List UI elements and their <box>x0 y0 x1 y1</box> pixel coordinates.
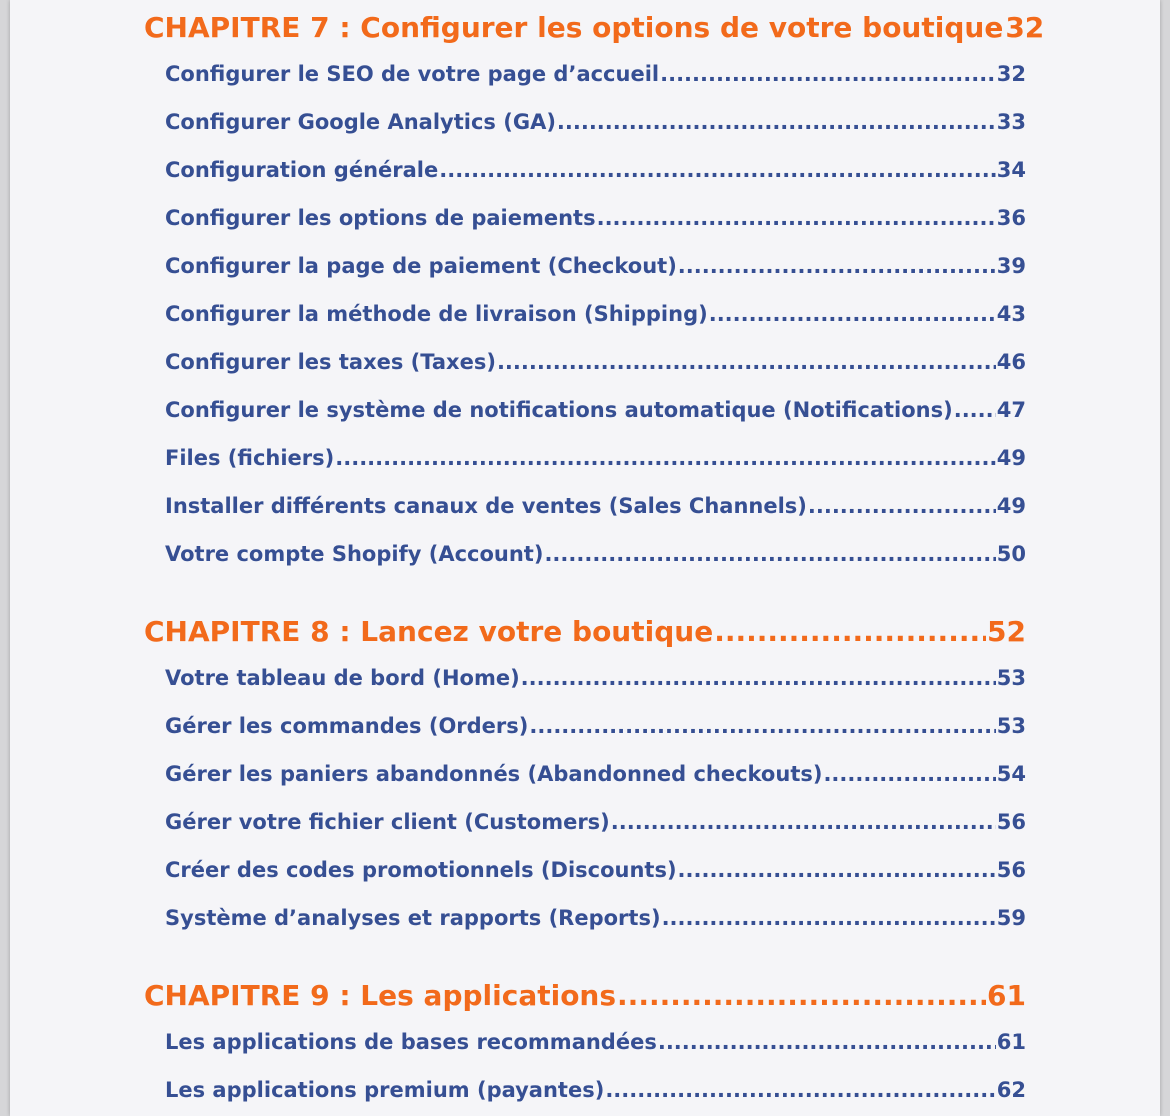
entry-page-number: 46 <box>996 350 1026 374</box>
entry-page-number: 43 <box>996 302 1026 326</box>
toc-entry[interactable] <box>165 374 1026 422</box>
entry-title: Les applications de bases recommandées <box>165 1030 657 1054</box>
chapter-page-number: 61 <box>987 979 1026 1012</box>
dot-leader <box>954 398 996 422</box>
entry-page-number: 50 <box>996 542 1026 566</box>
toc-entry[interactable] <box>165 882 1026 930</box>
entry-title: Créer des codes promotionnels (Discounts) <box>165 858 677 882</box>
chapter-title: CHAPITRE 7 : Configurer les options de votre boutique <box>144 11 1004 44</box>
entry-title: Gérer votre fichier client (Customers) <box>165 810 610 834</box>
dot-leader <box>611 810 996 834</box>
toc-entry[interactable] <box>165 690 1026 738</box>
entry-page-number: 32 <box>996 62 1026 86</box>
entry-title: Votre compte Shopify (Account) <box>165 542 544 566</box>
entry-title: Votre tableau de bord (Home) <box>165 666 520 690</box>
entry-page-number: 53 <box>996 714 1026 738</box>
entry-title: Configurer Google Analytics (GA) <box>165 110 556 134</box>
dot-leader <box>544 542 995 566</box>
entry-page-number: 34 <box>996 158 1026 182</box>
dot-leader <box>714 615 986 648</box>
dot-leader <box>617 979 986 1012</box>
dot-leader <box>439 158 996 182</box>
entry-title: Configurer le système de notifications automatique (Notifications) <box>165 398 953 422</box>
entry-page-number: 56 <box>996 858 1026 882</box>
toc-entry[interactable] <box>165 470 1026 518</box>
toc-entry[interactable] <box>165 326 1026 374</box>
dot-leader <box>709 302 996 326</box>
entry-title: Configurer la méthode de livraison (Shipping) <box>165 302 708 326</box>
entry-page-number: 53 <box>996 666 1026 690</box>
entry-page-number: 49 <box>996 446 1026 470</box>
entry-title: Les applications premium (payantes) <box>165 1078 605 1102</box>
toc-chapter-9[interactable] <box>144 930 1026 1012</box>
dot-leader <box>678 858 996 882</box>
table-of-contents <box>144 0 1045 1102</box>
entry-title: Files (fichiers) <box>165 446 335 470</box>
entry-title: Installer différents canaux de ventes (Sales Channels) <box>165 494 807 518</box>
entry-page-number: 54 <box>996 762 1026 786</box>
toc-entry[interactable] <box>165 182 1026 230</box>
entry-title: Configurer la page de paiement (Checkout) <box>165 254 677 278</box>
toc-entry[interactable] <box>165 786 1026 834</box>
entry-title: Configurer le SEO de votre page d’accueil <box>165 62 660 86</box>
dot-leader <box>823 762 995 786</box>
entry-title: Configurer les taxes (Taxes) <box>165 350 496 374</box>
entry-page-number: 56 <box>996 810 1026 834</box>
toc-entry[interactable] <box>165 1012 1026 1054</box>
toc-entry[interactable] <box>165 648 1026 690</box>
document-page <box>10 0 1160 1116</box>
toc-entry[interactable] <box>165 518 1026 566</box>
entry-title: Gérer les paniers abandonnés (Abandonned checkouts) <box>165 762 823 786</box>
toc-entry[interactable] <box>165 86 1026 134</box>
entry-page-number: 39 <box>996 254 1026 278</box>
chapter-page-number: 52 <box>987 615 1026 648</box>
toc-entry[interactable] <box>165 278 1026 326</box>
dot-leader <box>521 666 996 690</box>
dot-leader <box>662 906 996 930</box>
entry-page-number: 62 <box>996 1078 1026 1102</box>
toc-entry[interactable] <box>165 422 1026 470</box>
entry-page-number: 49 <box>996 494 1026 518</box>
dot-leader <box>658 1030 996 1054</box>
toc-entry[interactable] <box>165 230 1026 278</box>
dot-leader <box>497 350 996 374</box>
chapter-title: CHAPITRE 8 : Lancez votre boutique <box>144 615 714 648</box>
entry-page-number: 36 <box>996 206 1026 230</box>
dot-leader <box>678 254 996 278</box>
toc-entry[interactable] <box>165 1054 1026 1102</box>
toc-entry[interactable] <box>165 44 1026 86</box>
toc-entry[interactable] <box>165 834 1026 882</box>
dot-leader <box>597 206 996 230</box>
entry-page-number: 33 <box>996 110 1026 134</box>
dot-leader <box>660 62 996 86</box>
entry-page-number: 61 <box>996 1030 1026 1054</box>
toc-entry[interactable] <box>165 738 1026 786</box>
entry-page-number: 59 <box>996 906 1026 930</box>
toc-chapter-8[interactable] <box>144 566 1026 648</box>
dot-leader <box>335 446 996 470</box>
toc-chapter-7[interactable] <box>144 0 1045 44</box>
dot-leader <box>808 494 996 518</box>
dot-leader <box>557 110 996 134</box>
dot-leader <box>605 1078 995 1102</box>
entry-title: Système d’analyses et rapports (Reports) <box>165 906 661 930</box>
chapter-title: CHAPITRE 9 : Les applications <box>144 979 617 1012</box>
toc-entry[interactable] <box>165 134 1026 182</box>
entry-page-number: 47 <box>996 398 1026 422</box>
entry-title: Gérer les commandes (Orders) <box>165 714 529 738</box>
dot-leader <box>529 714 995 738</box>
chapter-page-number: 32 <box>1005 11 1045 44</box>
entry-title: Configurer les options de paiements <box>165 206 596 230</box>
entry-title: Configuration générale <box>165 158 439 182</box>
